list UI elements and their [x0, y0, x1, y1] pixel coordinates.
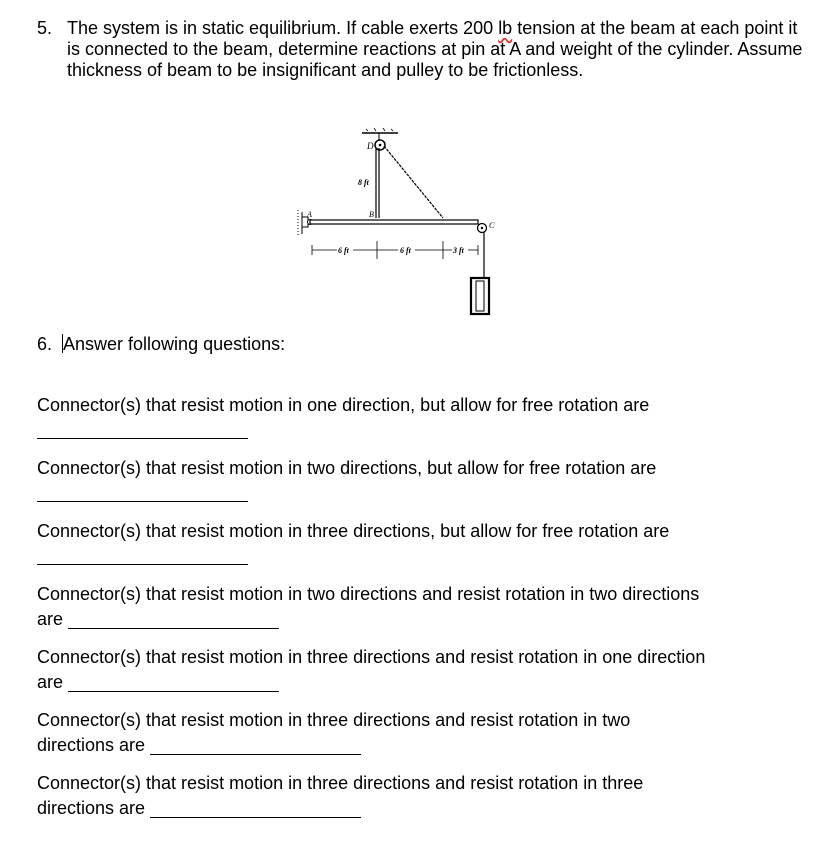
- question-6-number: 6.: [37, 334, 53, 354]
- dim-6ft-mid: 6 ft: [400, 246, 411, 255]
- label-c: C: [489, 221, 495, 230]
- answer-blank-7[interactable]: [150, 799, 361, 818]
- connector-question-5: Connector(s) that resist motion in three directions and resist rotation in one direction are: [37, 647, 706, 692]
- cable-inclined: [384, 146, 443, 218]
- beam: [310, 220, 478, 224]
- label-d: D: [367, 141, 374, 151]
- dim-8ft: 8 ft: [358, 178, 369, 187]
- connector-question-7: Connector(s) that resist motion in three directions and resist rotation in three directions are: [37, 773, 644, 818]
- answer-blank-4[interactable]: [68, 610, 279, 629]
- label-a: A: [307, 210, 312, 219]
- pulley-c: [478, 224, 487, 233]
- connector-question-3: Connector(s) that resist motion in three directions, but allow for free rotation are: [37, 521, 670, 541]
- answer-blank-6[interactable]: [150, 736, 361, 755]
- connector-question-6: Connector(s) that resist motion in three directions and resist rotation in two directions are: [37, 710, 631, 755]
- question-6-title: Answer following questions:: [63, 334, 286, 354]
- connector-question-1: Connector(s) that resist motion in one direction, but allow for free rotation are: [37, 395, 650, 415]
- question-6-heading: [37, 334, 285, 355]
- answer-blank-5[interactable]: [68, 673, 279, 692]
- dim-6ft-left: 6 ft: [338, 246, 349, 255]
- dim-3ft: 3 ft: [453, 246, 464, 255]
- answer-blank-3[interactable]: [37, 564, 248, 565]
- question-5: [37, 18, 807, 81]
- question-5-text: The system is in static equilibrium. If cable exerts 200 lb tension at the beam at each point it is connected to the beam, determine reactions at pin at A and weight of the cylinder. Assume thickness of beam to be insignificant and pulley to be frictionless.: [67, 18, 803, 80]
- answer-blank-2[interactable]: [37, 501, 248, 502]
- beam-cable-pulley-figure: [290, 118, 510, 320]
- unit-lb-misspelled: lb: [498, 18, 513, 38]
- label-b: B: [369, 210, 374, 219]
- cylinder-weight: [471, 278, 489, 314]
- connector-question-2: Connector(s) that resist motion in two directions, but allow for free rotation are: [37, 458, 657, 478]
- connector-question-4: Connector(s) that resist motion in two directions and resist rotation in two directions are: [37, 584, 700, 629]
- answer-blank-1[interactable]: [37, 438, 248, 439]
- question-5-number: 5.: [37, 18, 53, 38]
